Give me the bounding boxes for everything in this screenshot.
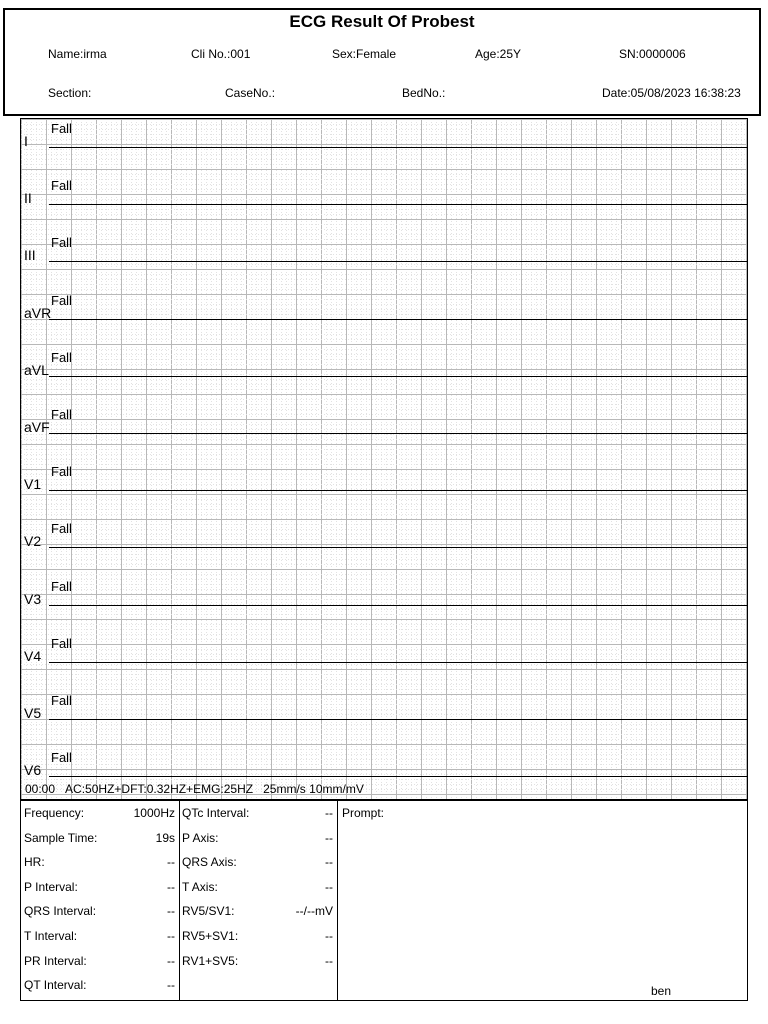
paper-speed: 25mm/s	[263, 782, 306, 796]
measurement-row	[182, 826, 333, 848]
measurement-row	[182, 899, 333, 921]
measurement-row	[182, 875, 333, 897]
lead-baseline	[49, 719, 747, 720]
lead-baseline	[49, 605, 747, 606]
acquisition-settings	[25, 782, 364, 796]
lead-baseline	[49, 547, 747, 548]
lead-status: Fall	[51, 750, 72, 766]
lead-status: Fall	[51, 407, 72, 422]
lead-baseline	[49, 490, 747, 491]
measurement-row	[182, 801, 333, 823]
measurement-row	[24, 899, 175, 921]
measurement-label: RV5/SV1:	[182, 904, 235, 919]
lead-baseline	[49, 147, 747, 148]
measurement-row	[24, 850, 175, 872]
report-header	[3, 8, 761, 116]
record-date: Date:05/08/2023 16:38:23	[602, 86, 741, 100]
measurement-row	[182, 850, 333, 872]
lead-status: Fall	[51, 292, 72, 308]
lead-label: II	[24, 190, 32, 207]
measurement-row	[182, 949, 333, 971]
filter-settings: AC:50HZ+DFT:0.32HZ+EMG:25HZ	[65, 782, 254, 796]
prompt-label: Prompt:	[342, 806, 385, 820]
lead-status: Fall	[51, 235, 72, 251]
lead-baseline	[49, 433, 747, 434]
lead-label: aVR	[24, 304, 52, 321]
measurement-label: P Axis:	[182, 830, 219, 845]
section-field: Section:	[48, 86, 92, 100]
measurement-value: --	[325, 953, 333, 968]
lead-label: aVL	[24, 361, 49, 378]
measurements-column-left	[21, 801, 180, 1000]
time-readout: 00:00	[25, 782, 56, 796]
case-number-field: CaseNo.:	[225, 86, 276, 100]
lead-baseline	[49, 204, 747, 205]
measurement-value: --	[167, 978, 175, 993]
measurement-label: QRS Interval:	[24, 904, 97, 919]
report-title: ECG Result Of Probest	[289, 12, 475, 31]
measurement-value: --	[167, 953, 175, 968]
ecg-grid	[20, 118, 748, 800]
lead-status: Fall	[51, 178, 72, 194]
lead-status: Fall	[51, 635, 72, 651]
measurement-label: Frequency:	[24, 806, 85, 820]
lead-baseline	[49, 662, 747, 663]
measurement-value: --	[325, 929, 333, 943]
lead-status: Fall	[51, 578, 72, 594]
lead-label: V4	[24, 647, 42, 664]
lead-label: III	[24, 247, 36, 264]
measurement-label: T Interval:	[24, 929, 78, 943]
lead-status: Fall	[51, 121, 72, 136]
measurement-value: 19s	[155, 830, 175, 845]
measurement-label: Sample Time:	[24, 830, 98, 845]
bed-number-field: BedNo.:	[402, 86, 446, 100]
lead-label: V6	[24, 762, 42, 779]
lead-baseline	[49, 319, 747, 320]
measurement-value: --	[167, 855, 175, 870]
measurement-value: --/--mV	[295, 904, 333, 919]
patient-age: Age:25Y	[475, 47, 522, 61]
measurement-label: RV5+SV1:	[182, 929, 239, 943]
measurement-value: --	[167, 929, 175, 943]
measurement-row	[24, 875, 175, 897]
gain-setting: 10mm/mV	[309, 782, 364, 796]
measurement-row	[24, 826, 175, 848]
measurement-row	[24, 973, 175, 995]
measurement-value: --	[325, 806, 333, 820]
lead-label: V5	[24, 705, 42, 721]
measurement-label: PR Interval:	[24, 953, 87, 968]
lead-status: Fall	[51, 349, 72, 365]
measurement-value: --	[167, 904, 175, 919]
measurement-value: 1000Hz	[133, 806, 175, 820]
measurement-label: RV1+SV5:	[182, 953, 239, 968]
measurement-row	[24, 949, 175, 971]
lead-label: aVF	[24, 419, 50, 435]
serial-number: SN:0000006	[619, 47, 686, 61]
measurement-label: T Axis:	[182, 879, 218, 894]
measurement-row	[182, 924, 333, 946]
measurement-label: QTc Interval:	[182, 806, 250, 820]
measurement-label: P Interval:	[24, 879, 78, 894]
patient-name: Name:irma	[48, 47, 107, 61]
lead-baseline	[49, 776, 747, 777]
lead-baseline	[49, 376, 747, 377]
lead-label: V3	[24, 590, 42, 607]
grid-background	[21, 119, 748, 800]
lead-status: Fall	[51, 521, 72, 537]
measurements-column-right	[179, 801, 338, 1000]
measurements-panel	[20, 800, 748, 1001]
lead-label: V2	[24, 533, 42, 550]
lead-baseline	[49, 261, 747, 262]
operator-name: ben	[651, 984, 672, 998]
patient-sex: Sex:Female	[332, 47, 397, 61]
measurement-value: --	[167, 879, 175, 894]
measurement-value: --	[325, 855, 333, 870]
measurement-value: --	[325, 879, 333, 894]
measurement-label: HR:	[24, 855, 45, 870]
lead-label: V1	[24, 476, 42, 493]
measurement-row	[24, 924, 175, 946]
lead-status: Fall	[51, 464, 72, 480]
lead-label: I	[24, 133, 28, 149]
measurement-value: --	[325, 830, 333, 845]
measurement-label: QRS Axis:	[182, 855, 237, 870]
clinic-number: Cli No.:001	[191, 47, 251, 61]
measurement-row	[24, 801, 175, 823]
measurement-label: QT Interval:	[24, 978, 87, 993]
lead-status: Fall	[51, 693, 72, 708]
